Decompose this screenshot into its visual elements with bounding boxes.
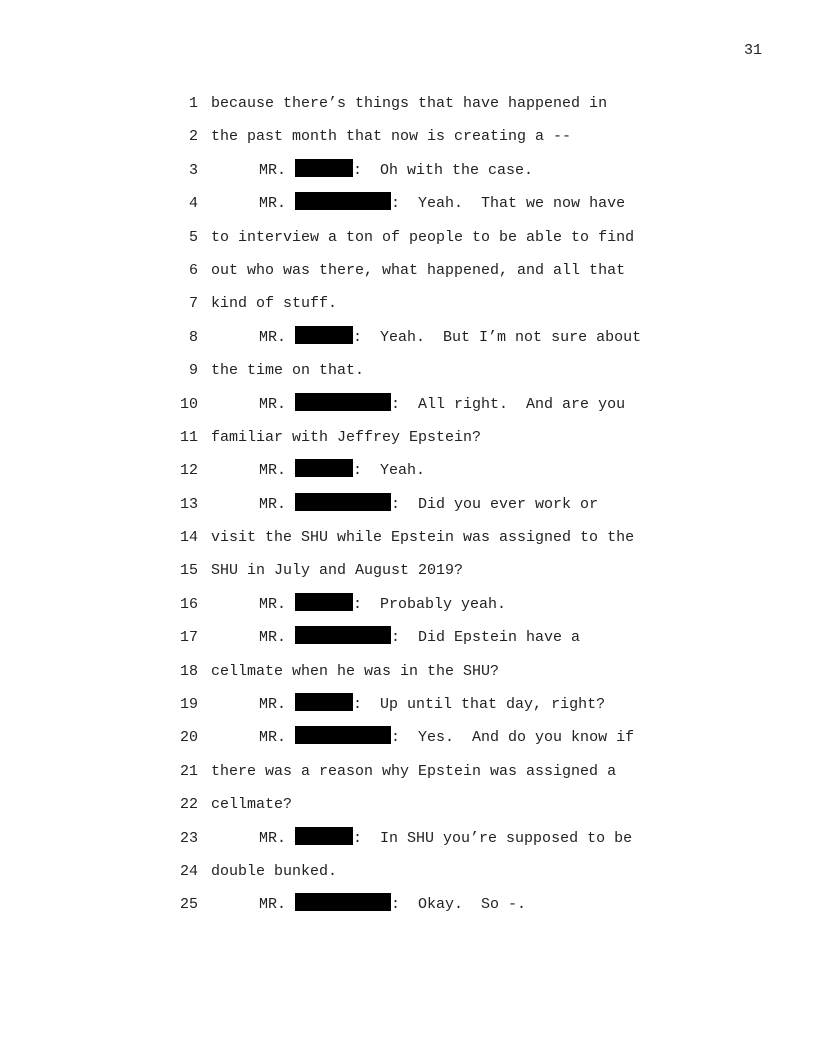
transcript-body [0,92,816,927]
line-number: 8 [188,328,198,346]
line-number: 5 [188,228,198,246]
speaker-turn [259,393,625,417]
line-number: 13 [179,495,198,513]
speaker-title: MR. [259,328,287,346]
speaker-title: MR. [259,696,287,714]
spoken-text: : Did you ever work or [391,495,599,513]
speaker-title: MR. [259,161,287,179]
line-text: the time on that. [211,362,365,380]
transcript-line [0,893,816,926]
transcript-line [0,159,816,192]
spoken-text: : Okay. So -. [391,896,527,914]
transcript-line [0,292,816,325]
line-number: 11 [179,428,198,446]
line-number: 17 [179,629,198,647]
transcript-line [0,326,816,359]
redaction-box [295,726,391,744]
line-text: SHU in July and August 2019? [211,562,464,580]
redaction-box [295,593,353,611]
speaker-turn [259,827,632,851]
line-number: 7 [188,295,198,313]
speaker-turn [259,693,605,717]
spoken-text: : In SHU you’re supposed to be [353,829,633,847]
transcript-line [0,426,816,459]
speaker-turn [259,159,533,183]
spoken-text: : Yeah. [353,462,426,480]
transcript-line [0,793,816,826]
transcript-line [0,593,816,626]
transcript-line [0,393,816,426]
speaker-title: MR. [259,629,287,647]
transcript-line [0,760,816,793]
speaker-title: MR. [259,495,287,513]
redaction-box [295,192,391,210]
line-text: cellmate when he was in the SHU? [211,662,500,680]
line-number: 12 [179,462,198,480]
transcript-line [0,259,816,292]
spoken-text: : Did Epstein have a [391,629,581,647]
redaction-box [295,827,353,845]
line-number: 4 [188,195,198,213]
redaction-box [295,159,353,177]
transcript-line [0,226,816,259]
transcript-line [0,125,816,158]
redaction-box [295,893,391,911]
line-number: 20 [179,729,198,747]
speaker-turn [259,493,598,517]
line-text: kind of stuff. [211,295,338,313]
line-number: 6 [188,261,198,279]
transcript-line [0,660,816,693]
speaker-title: MR. [259,729,287,747]
speaker-turn [259,593,506,617]
line-number: 3 [188,161,198,179]
line-text: to interview a ton of people to be able to find [211,228,635,246]
redaction-box [295,393,391,411]
spoken-text: : All right. And are you [391,395,626,413]
redaction-box [295,326,353,344]
transcript-line [0,359,816,392]
transcript-line [0,192,816,225]
speaker-title: MR. [259,595,287,613]
speaker-turn [259,893,526,917]
line-number: 25 [179,896,198,914]
spoken-text: : Yeah. But I’m not sure about [353,328,642,346]
transcript-line [0,493,816,526]
line-text: familiar with Jeffrey Epstein? [211,428,482,446]
spoken-text: : Oh with the case. [353,161,534,179]
speaker-turn [259,459,425,483]
line-number: 24 [179,862,198,880]
redaction-box [295,693,353,711]
transcript-line [0,92,816,125]
line-text: there was a reason why Epstein was assigned a [211,762,617,780]
speaker-title: MR. [259,829,287,847]
line-text: cellmate? [211,796,293,814]
line-number: 23 [179,829,198,847]
spoken-text: : Yes. And do you know if [391,729,635,747]
speaker-turn [259,326,641,350]
line-number: 16 [179,595,198,613]
transcript-line [0,827,816,860]
transcript-line [0,726,816,759]
line-text: visit the SHU while Epstein was assigned to the [211,529,635,547]
speaker-turn [259,192,625,216]
line-number: 2 [188,128,198,146]
speaker-title: MR. [259,395,287,413]
speaker-turn [259,726,634,750]
line-text: the past month that now is creating a -- [211,128,572,146]
speaker-turn [259,626,580,650]
line-number: 14 [179,529,198,547]
speaker-title: MR. [259,896,287,914]
spoken-text: : Probably yeah. [353,595,507,613]
speaker-title: MR. [259,462,287,480]
spoken-text: : Yeah. That we now have [391,195,626,213]
transcript-line [0,459,816,492]
speaker-title: MR. [259,195,287,213]
redaction-box [295,493,391,511]
line-number: 15 [179,562,198,580]
transcript-line [0,693,816,726]
line-number: 1 [188,95,198,112]
line-text: because there’s things that have happened in [211,95,608,112]
transcript-line [0,626,816,659]
transcript-line [0,860,816,893]
transcript-line [0,526,816,559]
line-number: 9 [188,362,198,380]
line-number: 18 [179,662,198,680]
page-number: 31 [743,42,762,59]
line-text: double bunked. [211,862,338,880]
line-text: out who was there, what happened, and all that [211,261,626,279]
transcript-line [0,559,816,592]
spoken-text: : Up until that day, right? [353,696,606,714]
redaction-box [295,459,353,477]
line-number: 19 [179,696,198,714]
line-number: 21 [179,762,198,780]
redaction-box [295,626,391,644]
line-number: 22 [179,796,198,814]
line-number: 10 [179,395,198,413]
